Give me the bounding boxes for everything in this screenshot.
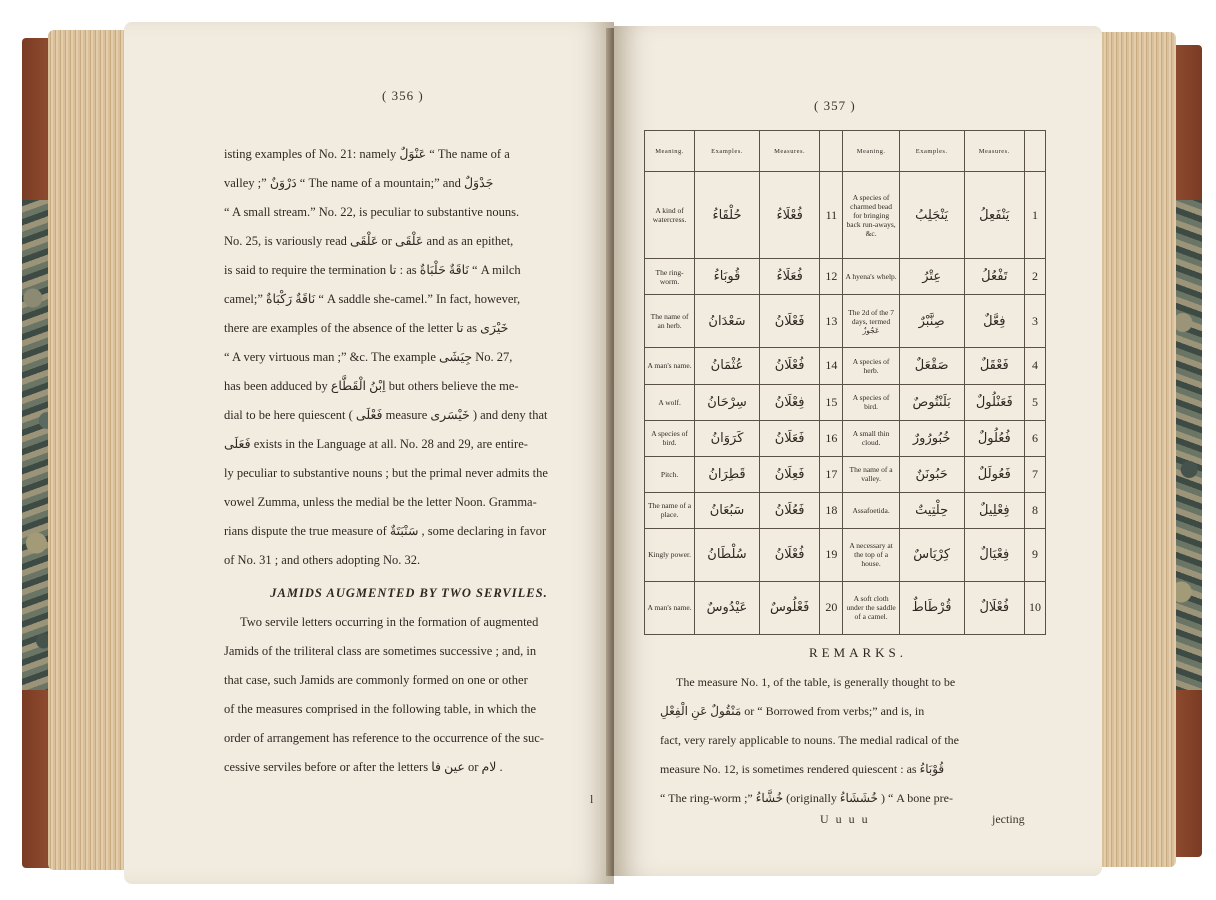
table-row — [645, 259, 1046, 295]
number-cell: 20 — [820, 581, 843, 634]
table-row — [645, 492, 1046, 528]
number-cell: 11 — [820, 172, 843, 259]
text-line: isting examples of No. 21: namely عَنْوَلٌ “ The name of a — [224, 147, 510, 161]
text-line: “ A small stream.” No. 22, is peculiar to substantive nouns. — [224, 205, 520, 219]
arabic-cell: فِعْلَانُ — [759, 384, 820, 420]
arabic-cell: فَعُلَانُ — [759, 492, 820, 528]
meaning-cell: A man's name. — [645, 348, 695, 384]
table-row — [645, 581, 1046, 634]
arabic-cell: فِعْلِيلٌ — [964, 492, 1025, 528]
arabic-cell: فَعُولَلٌ — [964, 456, 1025, 492]
number-cell: 7 — [1025, 456, 1046, 492]
text-line: The measure No. 1, of the table, is generally thought to be — [676, 675, 956, 689]
table-row — [645, 348, 1046, 384]
number-cell: 10 — [1025, 581, 1046, 634]
text-line: vowel Zumma, unless the medial be the letter Noon. Gramma- — [224, 495, 537, 509]
arabic-cell: بَلَنْتُوصٌ — [899, 384, 964, 420]
arabic-cell: فَعَنْلُولٌ — [964, 384, 1025, 420]
number-cell: 1 — [1025, 172, 1046, 259]
text-line: of No. 31 ; and others adopting No. 32. — [224, 553, 421, 567]
meaning-cell: A wolf. — [645, 384, 695, 420]
number-cell: 14 — [820, 348, 843, 384]
arabic-cell: فِعَّلٌ — [964, 295, 1025, 348]
arabic-cell: فُعْلَانُ — [759, 528, 820, 581]
number-cell: 18 — [820, 492, 843, 528]
number-cell: 13 — [820, 295, 843, 348]
arabic-cell: فِعْيَالٌ — [964, 528, 1025, 581]
meaning-cell: A small thin cloud. — [843, 420, 899, 456]
arabic-cell: قُرْطَاطٌ — [899, 581, 964, 634]
table-row — [645, 172, 1046, 259]
arabic-cell: فَعِلَانُ — [759, 456, 820, 492]
meaning-cell: A species of bird. — [645, 420, 695, 456]
arabic-cell: سِرْحَانُ — [695, 384, 760, 420]
section-heading: JAMIDS AUGMENTED BY TWO SERVILES. — [270, 586, 548, 600]
number-cell: 5 — [1025, 384, 1046, 420]
text-line: valley ;” دَرْوَنٌ “ The name of a mountain;” and جَدْوَلٌ — [224, 176, 494, 190]
text-line: is said to require the termination تا : as نَاقَةٌ حَلْبَاةٌ “ A milch — [224, 263, 521, 277]
column-header: Meaning. — [843, 131, 899, 172]
arabic-cell: حَبُونَنٌ — [899, 456, 964, 492]
text-line: فَعَلَى exists in the Language at all. No. 28 and 29, are entire- — [224, 437, 528, 451]
meaning-cell: The name of an herb. — [645, 295, 695, 348]
table-body — [645, 172, 1046, 635]
signature-mark-right: U u u u — [820, 812, 870, 826]
column-header: Measures. — [964, 131, 1025, 172]
text-line: ly peculiar to substantive nouns ; but the primal never admits the — [224, 466, 548, 480]
left-page — [124, 22, 614, 884]
arabic-cell: فُعْلَاءُ — [759, 172, 820, 259]
meaning-cell: The name of a place. — [645, 492, 695, 528]
text-line: Jamids of the triliteral class are sometimes successive ; and, in — [224, 644, 537, 658]
text-line: “ A very virtuous man ;” &c. The example جِيَشَى No. 27, — [224, 350, 513, 364]
meaning-cell: Assafoetida. — [843, 492, 899, 528]
number-cell: 19 — [820, 528, 843, 581]
meaning-cell: The 2d of the 7 days, termed عَجُوزٌ — [843, 295, 899, 348]
arabic-cell: عِتْرُ — [899, 259, 964, 295]
number-cell: 2 — [1025, 259, 1046, 295]
column-header — [820, 131, 843, 172]
text-line: fact, very rarely applicable to nouns. The medial radical of the — [660, 733, 959, 747]
arabic-cell: تَفْعُلُ — [964, 259, 1025, 295]
meaning-cell: A species of herb. — [843, 348, 899, 384]
remarks-heading: REMARKS. — [808, 645, 908, 660]
meaning-cell: Pitch. — [645, 456, 695, 492]
right-page-edges — [1094, 32, 1176, 867]
catchword: jecting — [992, 812, 1025, 826]
arabic-cell: صَقْعَلٌ — [899, 348, 964, 384]
arabic-cell: فَعْلُوسٌ — [759, 581, 820, 634]
arabic-cell: سَعْدَانُ — [695, 295, 760, 348]
page-number-right: ( 357 ) — [814, 98, 856, 113]
text-line: that case, such Jamids are commonly formed on one or other — [224, 673, 528, 687]
number-cell: 9 — [1025, 528, 1046, 581]
arabic-cell: فَعَلَانُ — [759, 420, 820, 456]
column-header: Measures. — [759, 131, 820, 172]
text-line: dial to be here quiescent ( فَعْلَى measure خَيْسَرى ) and deny that — [224, 408, 548, 422]
meaning-cell: A necessary at the top of a house. — [843, 528, 899, 581]
arabic-cell: فَعْقَلٌ — [964, 348, 1025, 384]
text-line: camel;” نَاقَةٌ رَكْبَاةٌ “ A saddle she-camel.” In fact, however, — [224, 292, 521, 306]
meaning-cell: A species of bird. — [843, 384, 899, 420]
left-page-text — [224, 140, 594, 782]
number-cell: 15 — [820, 384, 843, 420]
table-row — [645, 528, 1046, 581]
meaning-cell: A man's name. — [645, 581, 695, 634]
table-row — [645, 420, 1046, 456]
remarks-section — [660, 638, 1056, 813]
table-header-row — [645, 131, 1046, 172]
text-line: No. 25, is variously read عَلْقَى or عَلْقَى and as an epithet, — [224, 234, 514, 248]
arabic-cell: قَطِرَانُ — [695, 456, 760, 492]
meaning-cell: A soft cloth under the saddle of a camel. — [843, 581, 899, 634]
text-line: of the measures comprised in the following table, in which the — [224, 702, 537, 716]
column-header: Examples. — [899, 131, 964, 172]
arabic-cell: كَرَوَانُ — [695, 420, 760, 456]
text-line: measure No. 12, is sometimes rendered quiescent : as قُوْبَاءُ — [660, 762, 945, 776]
number-cell: 16 — [820, 420, 843, 456]
table-row — [645, 456, 1046, 492]
measures-grid — [644, 130, 1046, 635]
signature-mark-left: l — [590, 792, 594, 806]
meaning-cell: Kingly power. — [645, 528, 695, 581]
arabic-cell: صِنَّبْرٌ — [899, 295, 964, 348]
text-line: مَنْقُولٌ عَنِ الْفِعْلِ or “ Borrowed from verbs;” and is, in — [660, 704, 925, 718]
arabic-cell: خُبُورُورٌ — [899, 420, 964, 456]
text-line: “ The ring-worm ;” خُشَّاءُ (originally خُشَشَاءُ ) “ A bone pre- — [660, 791, 953, 805]
measures-table — [644, 130, 1046, 635]
arabic-cell: حُلْقَاءُ — [695, 172, 760, 259]
text-line: has been adduced by اِبْنُ الْقَطَّاع but others believe the me- — [224, 379, 519, 393]
meaning-cell: A species of charmed bead for bringing back run-aways, &c. — [843, 172, 899, 259]
arabic-cell: فُعُلُولٌ — [964, 420, 1025, 456]
meaning-cell: The ring-worm. — [645, 259, 695, 295]
arabic-cell: فُعْلَانُ — [759, 348, 820, 384]
arabic-cell: عَيْدُوسٌ — [695, 581, 760, 634]
column-header: Meaning. — [645, 131, 695, 172]
arabic-cell: سُلْطَانُ — [695, 528, 760, 581]
number-cell: 17 — [820, 456, 843, 492]
text-line: there are examples of the absence of the letter تا as خَيْرَى — [224, 321, 509, 335]
column-header — [1025, 131, 1046, 172]
number-cell: 12 — [820, 259, 843, 295]
arabic-cell: حِلْتِيتٌ — [899, 492, 964, 528]
table-row — [645, 295, 1046, 348]
number-cell: 6 — [1025, 420, 1046, 456]
text-line: Two servile letters occurring in the formation of augmented — [240, 615, 539, 629]
arabic-cell: فَعْلَانُ — [759, 295, 820, 348]
meaning-cell: A kind of watercress. — [645, 172, 695, 259]
page-number-left: ( 356 ) — [382, 88, 424, 103]
meaning-cell: The name of a valley. — [843, 456, 899, 492]
number-cell: 3 — [1025, 295, 1046, 348]
text-line: order of arrangement has reference to the occurrence of the suc- — [224, 731, 544, 745]
table-row — [645, 384, 1046, 420]
text-line: cessive serviles before or after the letters عين فا or لام . — [224, 760, 503, 774]
arabic-cell: سَبُعَانُ — [695, 492, 760, 528]
arabic-cell: يَنْجَلِبُ — [899, 172, 964, 259]
meaning-cell: A hyena's whelp. — [843, 259, 899, 295]
arabic-cell: يَنْفَعِلُ — [964, 172, 1025, 259]
column-header: Examples. — [695, 131, 760, 172]
arabic-cell: قُوبَاءُ — [695, 259, 760, 295]
arabic-cell: فُعَلَاءُ — [759, 259, 820, 295]
number-cell: 4 — [1025, 348, 1046, 384]
number-cell: 8 — [1025, 492, 1046, 528]
arabic-cell: فُعْلَالٌ — [964, 581, 1025, 634]
right-page — [614, 26, 1102, 876]
arabic-cell: عُثْمَانُ — [695, 348, 760, 384]
arabic-cell: كِرْيَاسٌ — [899, 528, 964, 581]
text-line: rians dispute the true measure of سَنْبَتَةٌ , some declaring in favor — [224, 524, 547, 538]
